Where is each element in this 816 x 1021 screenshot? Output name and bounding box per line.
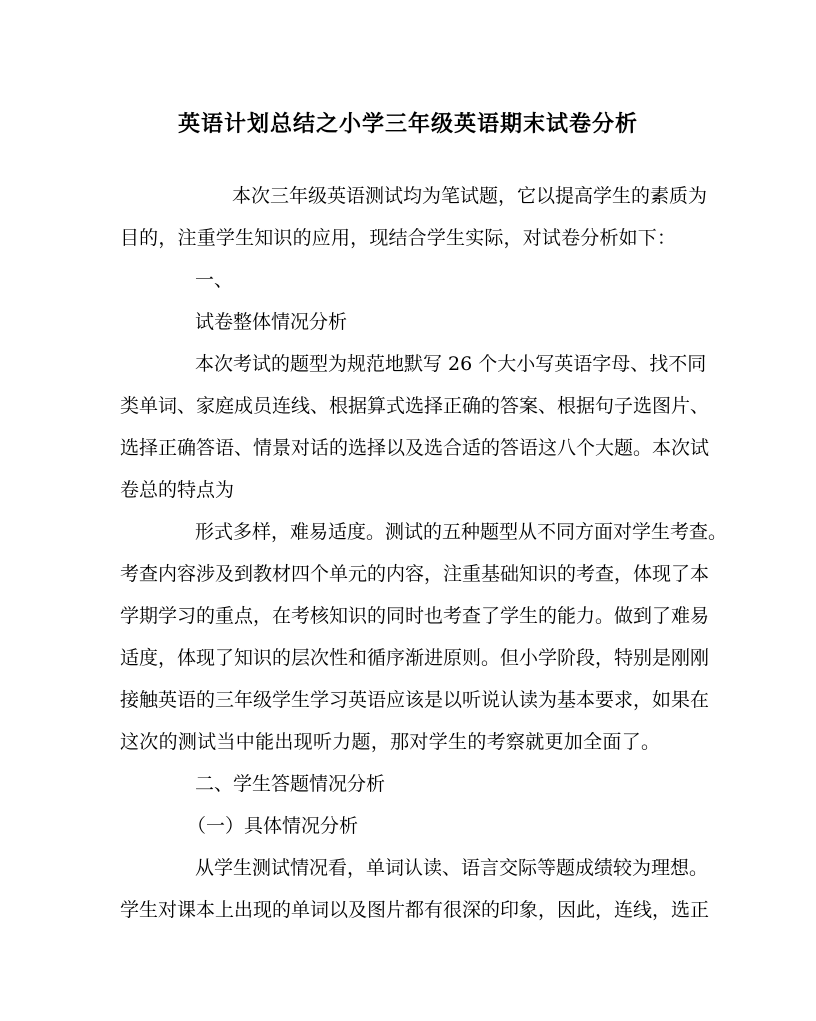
paragraph-line: 学生对课本上出现的单词以及图片都有很深的印象，因此，连线，选正: [120, 899, 710, 921]
paragraph-line: 类单词、家庭成员连线、根据算式选择正确的答案、根据句子选图片、: [120, 395, 710, 417]
paragraph-line: 适度，体现了知识的层次性和循序渐进原则。但小学阶段，特别是刚刚: [120, 647, 710, 669]
paragraph-line: 学期学习的重点，在考核知识的同时也考查了学生的能力。做到了难易: [120, 605, 710, 627]
paragraph-line: 卷总的特点为: [120, 479, 235, 501]
paragraph-line: 这次的测试当中能出现听力题，那对学生的考察就更加全面了。: [120, 731, 660, 753]
section-number: 一、: [195, 269, 234, 291]
paragraph-line: 本次三年级英语测试均为笔试题，它以提高学生的素质为: [232, 185, 708, 207]
paragraph-line: 考查内容涉及到教材四个单元的内容，注重基础知识的考查，体现了本: [120, 563, 710, 585]
paragraph-line: 从学生测试情况看，单词认读、语言交际等题成绩较为理想。: [195, 857, 709, 879]
section-heading: 试卷整体情况分析: [195, 311, 348, 333]
paragraph-line: 目的，注重学生知识的应用，现结合学生实际，对试卷分析如下：: [120, 227, 676, 249]
paragraph-line: 形式多样，难易适度。测试的五种题型从不同方面对学生考查。: [195, 521, 728, 543]
paragraph-line: 接触英语的三年级学生学习英语应该是以听说认读为基本要求，如果在: [120, 689, 710, 711]
paragraph-line: 本次考试的题型为规范地默写 26 个大小写英语字母、找不同: [195, 353, 707, 375]
paragraph-line: 选择正确答语、情景对话的选择以及选合适的答语这八个大题。本次试: [120, 437, 710, 459]
document-title: 英语计划总结之小学三年级英语期末试卷分析: [177, 111, 638, 137]
section-heading: 二、学生答题情况分析: [195, 773, 386, 795]
subsection-heading: （一）具体情况分析: [187, 815, 359, 837]
